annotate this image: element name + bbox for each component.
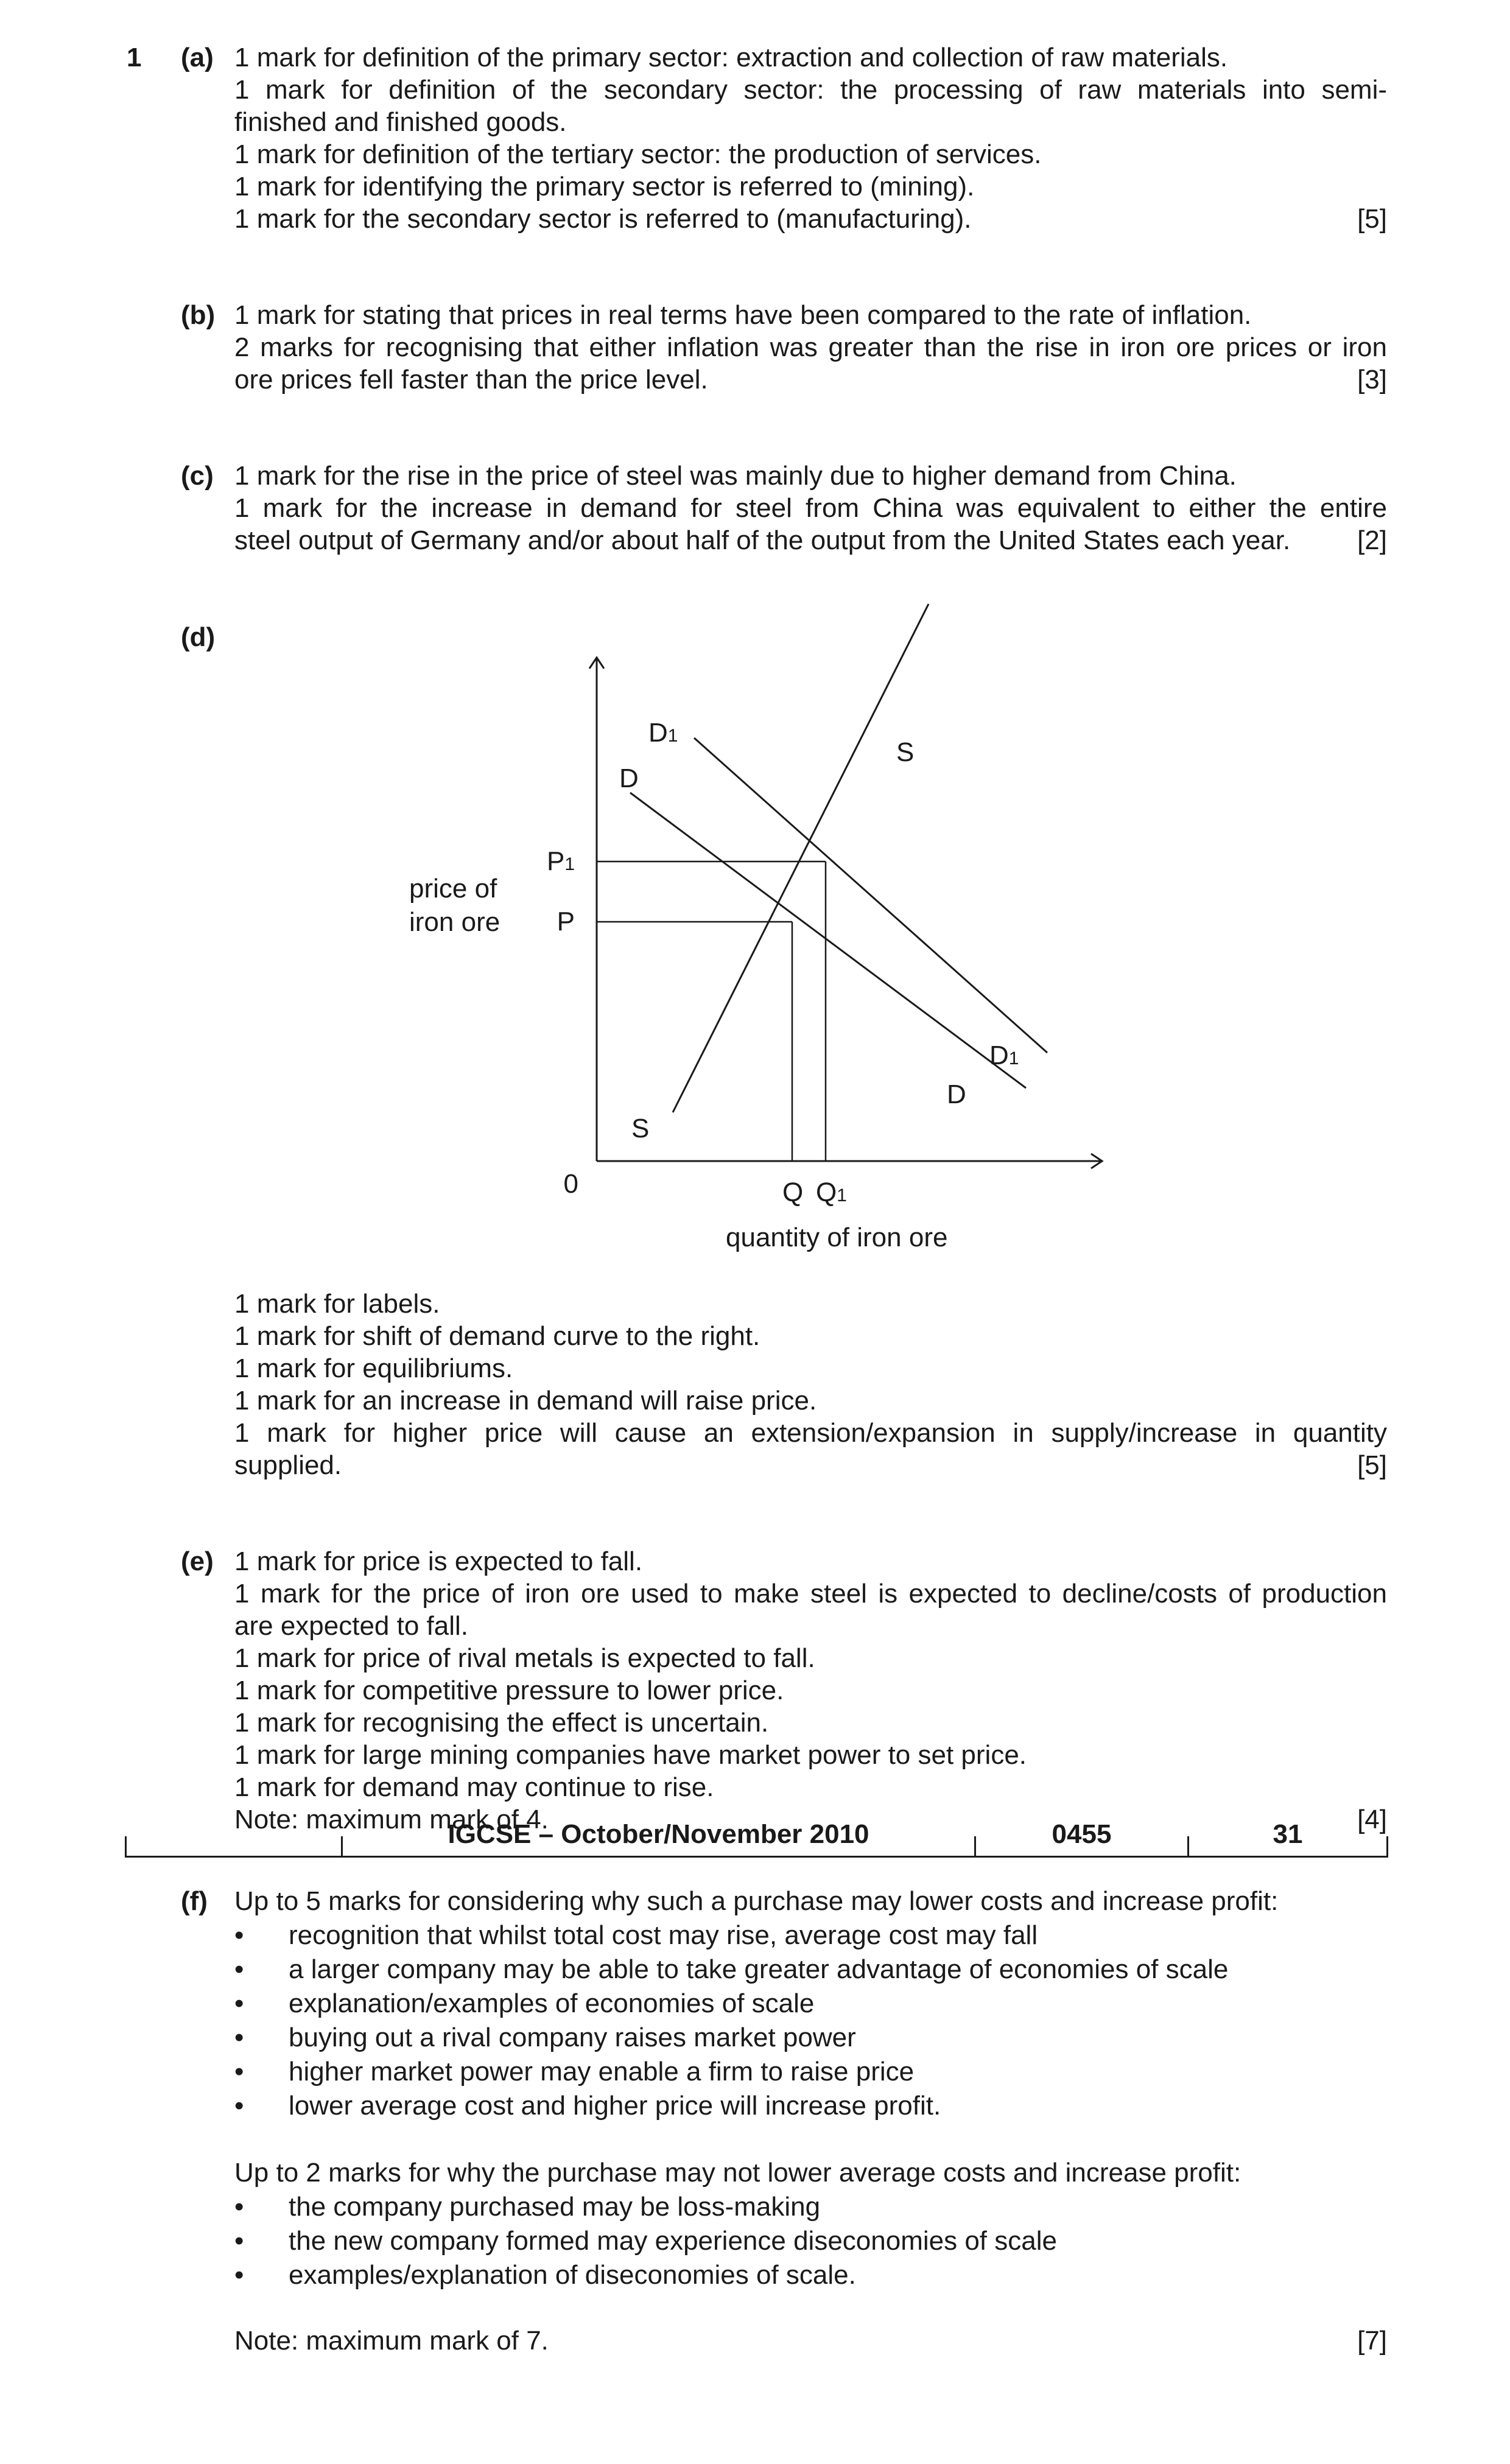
part-c-line: steel output of Germany and/or about half of the output from the United States each year. (234, 525, 1291, 555)
part-b-marks: [3] (1357, 365, 1387, 395)
curve-s (673, 604, 929, 1112)
y-axis-label-text: price of iron ore (409, 874, 500, 937)
part-b-line: 2 marks for recognising that either inflation was greater than the rise in iron ore prices or iron (234, 332, 1387, 362)
part-a-label: (a) (181, 43, 214, 72)
curve-label-s-bottom: S (631, 1114, 650, 1143)
part-f-marks: [7] (1357, 2326, 1387, 2356)
part-a-line: 1 mark for definition of the secondary sector: the processing of raw materials into semi- (234, 75, 1387, 105)
origin-label: 0 (563, 1169, 578, 1199)
part-d-line: 1 mark for higher price will cause an extension/expansion in supply/increase in quantity (234, 1418, 1387, 1448)
footer-paper-cell (1189, 1824, 1386, 1848)
x-axis-label: quantity of iron ore (726, 1223, 948, 1252)
footer-exam-cell (343, 1824, 974, 1848)
footer-paper: 31 (1273, 1824, 1303, 1848)
part-d-marks: [5] (1357, 1450, 1387, 1480)
curve-label-s-top: S (896, 737, 915, 767)
footer-exam: IGCSE – October/November 2010 (448, 1824, 869, 1848)
part-f-bullet: the new company formed may experience diseconomies of scale (289, 2226, 1057, 2256)
bullet-icon: • (234, 2192, 244, 2222)
y-tick-label: P1 (546, 846, 575, 876)
bullet-icon: • (234, 2226, 244, 2256)
footer-divider (125, 1836, 127, 1858)
part-a-marks: [5] (1357, 204, 1387, 234)
part-e-line: 1 mark for price of rival metals is expected to fall. (234, 1643, 815, 1673)
footer-syllabus: 0455 (1052, 1824, 1112, 1848)
part-f-bullet: buying out a rival company raises market power (289, 2023, 856, 2052)
bullet-icon: • (234, 1920, 244, 1950)
part-e-line: 1 mark for recognising the effect is uncertain. (234, 1708, 769, 1738)
curve-label-d1-bottom: D1 (989, 1041, 1019, 1070)
part-f-bullet: higher market power may enable a firm to raise price (289, 2057, 915, 2087)
part-d-line: 1 mark for an increase in demand will raise price. (234, 1386, 817, 1416)
part-e-line: Note: maximum mark of 4. (234, 1805, 549, 1834)
part-f-bullet: recognition that whilst total cost may rise, average cost may fall (289, 1920, 1038, 1950)
bullet-icon: • (234, 2023, 244, 2052)
part-a-line: 1 mark for the secondary sector is referred to (manufacturing). (234, 204, 972, 234)
footer-divider (1386, 1836, 1388, 1858)
part-f-bullet: the company purchased may be loss-making (289, 2192, 821, 2222)
part-f-note: Note: maximum mark of 7. (234, 2326, 549, 2356)
x-tick-label: Q1 (816, 1178, 847, 1207)
part-b-line: ore prices fell faster than the price level. (234, 365, 708, 395)
part-d-line: 1 mark for labels. (234, 1289, 440, 1319)
part-f-bullet: examples/explanation of diseconomies of scale. (289, 2260, 856, 2290)
part-e-line: 1 mark for competitive pressure to lower price. (234, 1676, 784, 1705)
part-f-intro: Up to 2 marks for why the purchase may not lower average costs and increase profit: (234, 2158, 1241, 2188)
part-e-line: 1 mark for price is expected to fall. (234, 1546, 643, 1576)
curve-label-d-top: D (619, 763, 639, 793)
part-b-line: 1 mark for stating that prices in real terms have been compared to the rate of inflation. (234, 300, 1252, 330)
part-e-line: 1 mark for large mining companies have market power to set price. (234, 1740, 1027, 1770)
part-c-label: (c) (181, 461, 214, 491)
bullet-icon: • (234, 1954, 244, 1984)
part-e-line: 1 mark for the price of iron ore used to make steel is expected to decline/costs of production (234, 1579, 1387, 1609)
part-d-line: 1 mark for shift of demand curve to the right. (234, 1321, 760, 1351)
part-f-bullet: lower average cost and higher price will increase profit. (289, 2091, 941, 2121)
part-a-line: 1 mark for definition of the tertiary sector: the production of services. (234, 139, 1042, 169)
part-c-line: 1 mark for the rise in the price of steel was mainly due to higher demand from China. (234, 461, 1237, 491)
curve-d1 (694, 738, 1047, 1053)
part-d-label: (d) (181, 622, 216, 652)
part-e-line: are expected to fall. (234, 1611, 469, 1641)
footer-syllabus-cell (976, 1824, 1187, 1848)
part-f-bullet: a larger company may be able to take greater advantage of economies of scale (289, 1954, 1229, 1984)
footer-rule (125, 1856, 1388, 1858)
bullet-icon: • (234, 1988, 244, 2018)
part-d-line: supplied. (234, 1450, 342, 1480)
bullet-icon: • (234, 2260, 244, 2290)
part-e-label: (e) (181, 1546, 214, 1576)
part-f-bullet: explanation/examples of economies of scale (289, 1988, 815, 2018)
part-d-line: 1 mark for equilibriums. (234, 1353, 513, 1383)
part-c-marks: [2] (1357, 525, 1387, 555)
part-f-intro: Up to 5 marks for considering why such a purchase may lower costs and increase profit: (234, 1886, 1279, 1916)
curve-d (630, 793, 1026, 1088)
question-number: 1 (127, 43, 142, 72)
curve-label-d1-top: D1 (648, 718, 678, 748)
part-f-label: (f) (181, 1886, 208, 1916)
curve-label-d-bottom: D (947, 1079, 966, 1109)
part-a-line: 1 mark for identifying the primary sector is referred to (mining). (234, 172, 975, 202)
bullet-icon: • (234, 2091, 244, 2121)
part-c-line: 1 mark for the increase in demand for steel from China was equivalent to either the entire (234, 493, 1387, 523)
y-tick-label: P (557, 907, 575, 936)
part-a-line: finished and finished goods. (234, 107, 567, 137)
x-tick-label: Q (782, 1178, 804, 1207)
part-a-line: 1 mark for definition of the primary sector: extraction and collection of raw materials. (234, 43, 1228, 72)
part-e-marks: [4] (1357, 1805, 1387, 1834)
bullet-icon: • (234, 2057, 244, 2087)
part-e-line: 1 mark for demand may continue to rise. (234, 1772, 714, 1802)
part-b-label: (b) (181, 300, 216, 330)
